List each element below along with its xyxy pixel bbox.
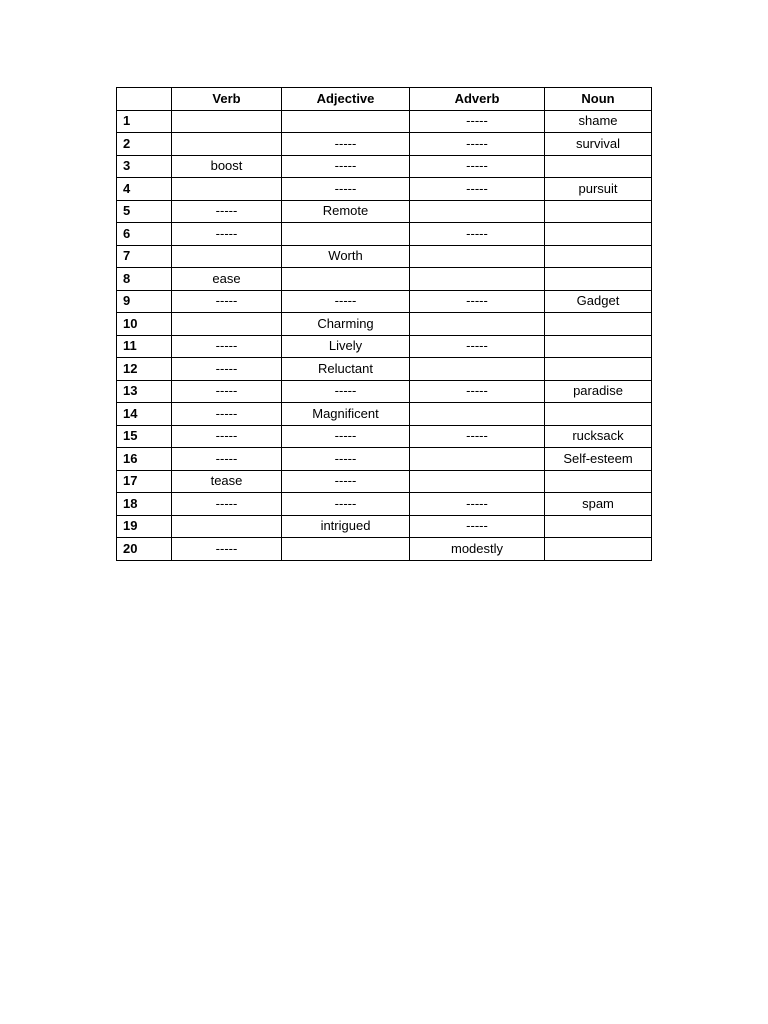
table-row [117,358,652,381]
cell-adverb: ----- [410,380,545,403]
cell-adverb: modestly [410,538,545,561]
cell-number: 7 [117,245,172,268]
cell-number: 17 [117,470,172,493]
cell-adjective [282,268,410,291]
table-row [117,268,652,291]
cell-noun [545,200,652,223]
cell-noun [545,538,652,561]
cell-adverb [410,245,545,268]
cell-adjective [282,538,410,561]
cell-adjective: ----- [282,493,410,516]
cell-noun [545,155,652,178]
cell-adjective: ----- [282,425,410,448]
cell-number: 12 [117,358,172,381]
cell-verb [172,110,282,133]
cell-verb: tease [172,470,282,493]
cell-adjective: intrigued [282,515,410,538]
cell-verb [172,245,282,268]
cell-adjective [282,110,410,133]
cell-verb: ----- [172,380,282,403]
document-page [116,87,652,561]
cell-noun: Gadget [545,290,652,313]
cell-adverb [410,358,545,381]
cell-verb: ----- [172,448,282,471]
cell-number: 8 [117,268,172,291]
cell-verb: ease [172,268,282,291]
cell-noun [545,335,652,358]
cell-number: 5 [117,200,172,223]
cell-number: 11 [117,335,172,358]
table-row [117,245,652,268]
table-body [117,110,652,560]
cell-noun [545,223,652,246]
cell-adjective: Reluctant [282,358,410,381]
cell-adverb: ----- [410,155,545,178]
table-row [117,515,652,538]
cell-adverb: ----- [410,515,545,538]
cell-adverb: ----- [410,110,545,133]
cell-noun [545,268,652,291]
cell-verb: ----- [172,538,282,561]
table-row [117,200,652,223]
cell-number: 9 [117,290,172,313]
table-row [117,313,652,336]
table-row [117,403,652,426]
cell-noun: rucksack [545,425,652,448]
header-number [117,88,172,111]
cell-noun: paradise [545,380,652,403]
table-row [117,470,652,493]
cell-verb: ----- [172,425,282,448]
cell-adverb [410,200,545,223]
table-row [117,290,652,313]
table-row [117,110,652,133]
cell-verb [172,178,282,201]
table-row [117,538,652,561]
cell-noun [545,313,652,336]
cell-number: 13 [117,380,172,403]
cell-adverb [410,448,545,471]
cell-verb [172,313,282,336]
header-noun: Noun [545,88,652,111]
cell-verb: ----- [172,223,282,246]
cell-noun [545,470,652,493]
cell-adverb: ----- [410,178,545,201]
cell-adverb: ----- [410,223,545,246]
cell-noun: spam [545,493,652,516]
cell-number: 6 [117,223,172,246]
cell-number: 20 [117,538,172,561]
cell-noun: shame [545,110,652,133]
cell-adjective: ----- [282,448,410,471]
cell-adverb [410,403,545,426]
table-row [117,448,652,471]
cell-adverb: ----- [410,493,545,516]
cell-adjective: Remote [282,200,410,223]
cell-adverb: ----- [410,425,545,448]
cell-number: 19 [117,515,172,538]
table-row [117,133,652,156]
cell-verb: ----- [172,493,282,516]
cell-verb [172,515,282,538]
word-forms-table [116,87,652,561]
table-row [117,335,652,358]
cell-verb: ----- [172,358,282,381]
cell-number: 10 [117,313,172,336]
cell-adjective: ----- [282,155,410,178]
header-adjective: Adjective [282,88,410,111]
cell-adjective: ----- [282,290,410,313]
cell-verb: boost [172,155,282,178]
cell-number: 4 [117,178,172,201]
cell-noun [545,245,652,268]
table-row [117,223,652,246]
cell-adjective: Lively [282,335,410,358]
table-header-row [117,88,652,111]
table-row [117,493,652,516]
cell-adjective: ----- [282,380,410,403]
cell-adverb: ----- [410,290,545,313]
cell-adverb [410,313,545,336]
cell-verb: ----- [172,403,282,426]
cell-number: 3 [117,155,172,178]
cell-noun [545,358,652,381]
cell-noun [545,515,652,538]
cell-number: 16 [117,448,172,471]
header-adverb: Adverb [410,88,545,111]
table-row [117,155,652,178]
cell-adjective: Charming [282,313,410,336]
table-row [117,178,652,201]
cell-adjective: ----- [282,178,410,201]
cell-verb: ----- [172,200,282,223]
cell-verb: ----- [172,290,282,313]
table-row [117,425,652,448]
cell-adjective [282,223,410,246]
cell-adjective: Worth [282,245,410,268]
cell-noun [545,403,652,426]
cell-verb: ----- [172,335,282,358]
cell-adjective: Magnificent [282,403,410,426]
cell-adjective: ----- [282,133,410,156]
cell-number: 1 [117,110,172,133]
cell-number: 2 [117,133,172,156]
cell-number: 15 [117,425,172,448]
cell-number: 18 [117,493,172,516]
table-row [117,380,652,403]
cell-adjective: ----- [282,470,410,493]
cell-adverb [410,470,545,493]
cell-verb [172,133,282,156]
cell-adverb: ----- [410,133,545,156]
cell-noun: survival [545,133,652,156]
cell-noun: pursuit [545,178,652,201]
cell-adverb: ----- [410,335,545,358]
header-verb: Verb [172,88,282,111]
cell-adverb [410,268,545,291]
cell-number: 14 [117,403,172,426]
cell-noun: Self-esteem [545,448,652,471]
